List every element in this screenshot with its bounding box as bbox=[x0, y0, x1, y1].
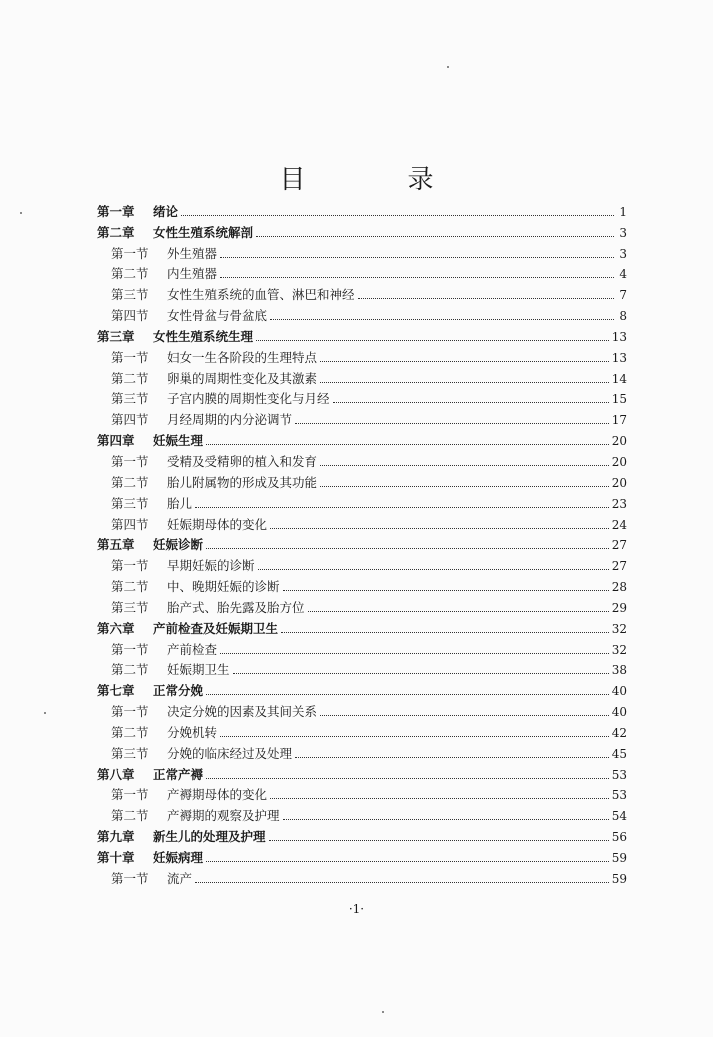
toc-entry-number: 第一节 bbox=[111, 558, 149, 574]
toc-section-entry bbox=[97, 406, 627, 427]
toc-entry-title: 女性生殖系统的血管、淋巴和神经 bbox=[167, 287, 355, 303]
toc-entry-page: 53 bbox=[611, 788, 627, 803]
toc-entry-page: 32 bbox=[611, 621, 627, 636]
toc-entry-title: 分娩机转 bbox=[167, 724, 218, 740]
dot-leader bbox=[269, 840, 609, 841]
toc-entry-page: 8 bbox=[619, 309, 627, 324]
toc-entry-number: 第三节 bbox=[111, 745, 149, 761]
toc-entry-number: 第十章 bbox=[97, 850, 135, 865]
toc-section-entry bbox=[97, 365, 627, 386]
toc-entry-number: 第一节 bbox=[111, 453, 149, 469]
dot-leader bbox=[256, 340, 609, 341]
scan-speck bbox=[447, 66, 449, 68]
toc-entry-page: 20 bbox=[611, 475, 627, 490]
toc-section-entry bbox=[97, 719, 627, 740]
dot-leader bbox=[270, 528, 609, 529]
toc-section-entry bbox=[97, 573, 627, 594]
scan-speck bbox=[44, 712, 46, 714]
toc-entry-title: 绪论 bbox=[153, 203, 179, 219]
toc-entry-number: 第四节 bbox=[111, 308, 149, 324]
dot-leader bbox=[308, 611, 609, 612]
toc-section-entry bbox=[97, 448, 627, 469]
toc-entry-page: 14 bbox=[611, 371, 627, 386]
dot-leader bbox=[206, 444, 609, 445]
toc-section-entry bbox=[97, 261, 627, 282]
toc-entry-number: 第八章 bbox=[97, 766, 135, 782]
toc-section-entry bbox=[97, 240, 627, 261]
toc-section-entry bbox=[97, 594, 627, 615]
toc-entry-title: 受精及受精卵的植入和发育 bbox=[167, 453, 318, 469]
toc-entry-title: 女性骨盆与骨盆底 bbox=[167, 308, 268, 324]
dot-leader bbox=[295, 757, 609, 758]
dot-leader bbox=[281, 632, 609, 633]
toc-entry-number: 第二节 bbox=[111, 474, 149, 490]
toc-entry-title: 女性生殖系统解剖 bbox=[153, 224, 254, 240]
toc-entry-number: 第三节 bbox=[111, 287, 149, 303]
toc-entry-title: 正常分娩 bbox=[153, 683, 204, 699]
toc-entry-page: 59 bbox=[611, 871, 627, 886]
toc-entry-page: 42 bbox=[611, 725, 627, 740]
toc-entry-number: 第三节 bbox=[111, 391, 149, 407]
toc-section-entry bbox=[97, 490, 627, 511]
toc-entry-title: 内生殖器 bbox=[167, 266, 218, 282]
toc-chapter-entry bbox=[97, 219, 627, 240]
toc-entry-page: 17 bbox=[611, 413, 627, 428]
dot-leader bbox=[320, 465, 609, 466]
toc-entry-page: 15 bbox=[611, 392, 627, 407]
dot-leader bbox=[220, 736, 609, 737]
dot-leader bbox=[206, 778, 609, 779]
toc-section-entry bbox=[97, 782, 627, 803]
toc-entry-number: 第四节 bbox=[111, 412, 149, 428]
toc-section-entry bbox=[97, 698, 627, 719]
toc-section-entry bbox=[97, 636, 627, 657]
toc-entry-page: 59 bbox=[611, 851, 627, 865]
toc-entry-number: 第九章 bbox=[97, 829, 135, 845]
scan-speck bbox=[20, 212, 22, 214]
toc-entry-page: 28 bbox=[611, 580, 627, 595]
toc-entry-number: 第一章 bbox=[97, 203, 135, 219]
toc-entry-title: 妇女一生各阶段的生理特点 bbox=[167, 349, 318, 365]
toc-entry-page: 53 bbox=[611, 767, 627, 782]
toc-entry-title: 妊娠期母体的变化 bbox=[167, 516, 268, 532]
toc-entry-title: 产前检查及妊娠期卫生 bbox=[153, 620, 279, 636]
toc-entry-title: 分娩的临床经过及处理 bbox=[167, 745, 293, 761]
toc-entry-number: 第二节 bbox=[111, 370, 149, 386]
toc-entry-number: 第一节 bbox=[111, 349, 149, 365]
toc-entry-title: 卵巢的周期性变化及其激素 bbox=[167, 370, 318, 386]
dot-leader bbox=[220, 257, 614, 258]
toc-entry-title: 中、晚期妊娠的诊断 bbox=[167, 579, 280, 595]
toc-entry-page: 27 bbox=[611, 559, 627, 574]
toc-entry-page: 29 bbox=[611, 600, 627, 615]
toc-entry-title: 产前检查 bbox=[167, 641, 218, 657]
toc-entry-title: 胎产式、胎先露及胎方位 bbox=[167, 599, 305, 615]
toc-section-entry bbox=[97, 302, 627, 323]
toc-section-entry bbox=[97, 344, 627, 365]
dot-leader bbox=[320, 486, 609, 487]
toc-entry-page: 24 bbox=[611, 517, 627, 532]
toc-entry-number: 第三章 bbox=[97, 328, 135, 344]
toc-entry-number: 第一节 bbox=[111, 245, 149, 261]
toc-entry-number: 第二节 bbox=[111, 724, 149, 740]
toc-chapter-entry bbox=[97, 677, 627, 698]
toc-entry-title: 新生儿的处理及护理 bbox=[153, 829, 266, 845]
toc-entry-page: 20 bbox=[611, 434, 627, 449]
dot-leader bbox=[195, 507, 609, 508]
toc-entry-number: 第三节 bbox=[111, 495, 149, 511]
toc-entry-page: 45 bbox=[611, 746, 627, 761]
toc-entry-number: 第四节 bbox=[111, 516, 149, 532]
toc-entry-page: 13 bbox=[611, 350, 627, 365]
dot-leader bbox=[320, 382, 609, 383]
toc-entry-title: 胎儿 bbox=[167, 495, 193, 511]
toc-entry-page: 7 bbox=[619, 288, 627, 303]
toc-entry-title: 妊娠期卫生 bbox=[167, 662, 230, 678]
toc-entry-number: 第一节 bbox=[111, 704, 149, 720]
toc-entry-page: 4 bbox=[619, 267, 627, 282]
dot-leader bbox=[258, 569, 609, 570]
toc-section-entry bbox=[97, 281, 627, 302]
toc-entry-page: 20 bbox=[611, 454, 627, 469]
toc-entry-number: 第二节 bbox=[111, 579, 149, 595]
toc-chapter-entry bbox=[97, 427, 627, 448]
toc-entry-page: 27 bbox=[611, 538, 627, 553]
toc-entry-number: 第四章 bbox=[97, 433, 135, 449]
dot-leader bbox=[333, 402, 609, 403]
dot-leader bbox=[195, 882, 609, 883]
toc-entry-title: 子宫内膜的周期性变化与月经 bbox=[167, 391, 330, 407]
toc-entry-page: 40 bbox=[611, 684, 627, 699]
toc-entry-title: 正常产褥 bbox=[153, 766, 204, 782]
toc-section-entry bbox=[97, 802, 627, 823]
toc-chapter-entry bbox=[97, 761, 627, 782]
toc-entry-title: 决定分娩的因素及其间关系 bbox=[167, 704, 318, 720]
dot-leader bbox=[206, 548, 609, 549]
toc-entry-page: 40 bbox=[611, 705, 627, 720]
toc-entry-number: 第五章 bbox=[97, 537, 135, 553]
toc-section-entry bbox=[97, 740, 627, 761]
toc-section-entry bbox=[97, 865, 627, 886]
toc-chapter-entry bbox=[97, 198, 627, 219]
toc-entry-title: 早期妊娠的诊断 bbox=[167, 558, 255, 574]
dot-leader bbox=[358, 298, 614, 299]
dot-leader bbox=[295, 423, 609, 424]
toc-chapter-entry bbox=[97, 615, 627, 636]
dot-leader bbox=[181, 215, 614, 216]
toc-entry-title: 产褥期的观察及护理 bbox=[167, 808, 280, 824]
toc-entry-title: 女性生殖系统生理 bbox=[153, 328, 254, 344]
scan-speck bbox=[382, 1011, 384, 1013]
toc-entry-number: 第二节 bbox=[111, 808, 149, 824]
toc-entry-title: 妊娠诊断 bbox=[153, 537, 204, 553]
toc-entry-number: 第二章 bbox=[97, 224, 135, 240]
toc-section-entry bbox=[97, 552, 627, 573]
toc-entry-number: 第一节 bbox=[111, 641, 149, 657]
dot-leader bbox=[320, 715, 609, 716]
dot-leader bbox=[320, 361, 609, 362]
toc-entry-page: 56 bbox=[611, 830, 627, 845]
toc-entry-page: 3 bbox=[619, 246, 627, 261]
toc-section-entry bbox=[97, 511, 627, 532]
dot-leader bbox=[206, 694, 609, 695]
toc-entry-number: 第一节 bbox=[111, 870, 149, 886]
toc-entry-page: 38 bbox=[611, 663, 627, 678]
toc-entry-page: 23 bbox=[611, 496, 627, 511]
toc-chapter-entry bbox=[97, 844, 627, 865]
table-of-contents bbox=[97, 198, 627, 886]
page-number-footer: ·1· bbox=[348, 902, 365, 916]
toc-entry-title: 外生殖器 bbox=[167, 245, 218, 261]
dot-leader bbox=[270, 798, 609, 799]
toc-entry-page: 13 bbox=[611, 329, 627, 344]
dot-leader bbox=[206, 861, 609, 862]
toc-entry-number: 第二节 bbox=[111, 662, 149, 678]
toc-chapter-entry bbox=[97, 532, 627, 553]
toc-entry-page: 3 bbox=[619, 225, 627, 240]
toc-entry-title: 月经周期的内分泌调节 bbox=[167, 412, 293, 428]
toc-entry-number: 第二节 bbox=[111, 266, 149, 282]
toc-chapter-entry bbox=[97, 323, 627, 344]
dot-leader bbox=[220, 277, 614, 278]
toc-section-entry bbox=[97, 657, 627, 678]
dot-leader bbox=[233, 673, 609, 674]
toc-entry-number: 第七章 bbox=[97, 683, 135, 699]
toc-section-entry bbox=[97, 386, 627, 407]
dot-leader bbox=[220, 653, 609, 654]
dot-leader bbox=[256, 236, 614, 237]
dot-leader bbox=[283, 590, 609, 591]
page-title: 目 录 bbox=[279, 165, 472, 196]
toc-entry-page: 54 bbox=[611, 809, 627, 824]
dot-leader bbox=[283, 819, 609, 820]
toc-entry-number: 第六章 bbox=[97, 620, 135, 636]
toc-entry-title: 胎儿附属物的形成及其功能 bbox=[167, 474, 318, 490]
toc-entry-page: 32 bbox=[611, 642, 627, 657]
toc-entry-page: 1 bbox=[619, 204, 627, 219]
toc-entry-title: 妊娠生理 bbox=[153, 433, 204, 449]
dot-leader bbox=[270, 319, 614, 320]
toc-chapter-entry bbox=[97, 823, 627, 844]
toc-section-entry bbox=[97, 469, 627, 490]
toc-entry-title: 妊娠病理 bbox=[153, 850, 204, 865]
toc-entry-title: 产褥期母体的变化 bbox=[167, 787, 268, 803]
toc-entry-number: 第一节 bbox=[111, 787, 149, 803]
toc-entry-number: 第三节 bbox=[111, 599, 149, 615]
toc-entry-title: 流产 bbox=[167, 870, 193, 886]
